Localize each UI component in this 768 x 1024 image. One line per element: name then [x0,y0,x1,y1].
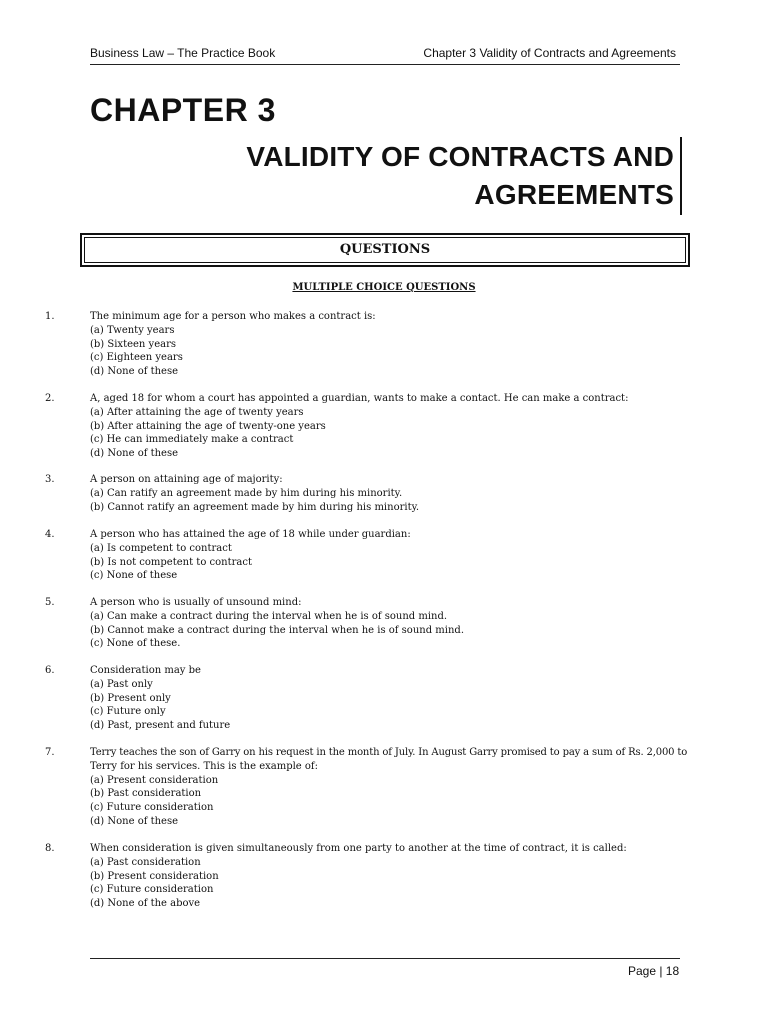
subsection-heading: MULTIPLE CHOICE QUESTIONS [292,282,476,293]
option-c: (c) Future consideration [90,884,214,896]
option-d: (d) None of these [90,448,179,460]
option-c: (c) Future only [90,706,166,718]
option-a: (a) Past only [90,678,153,690]
option-c: (c) He can immediately make a contract [90,434,294,446]
header-chapter-title: Chapter 3 Validity of Contracts and Agreements [423,46,676,60]
option-d: (d) None of the above [90,898,201,910]
question-text: Terry teaches the son of Garry on his request in the month of July. In August Garry promised to pay a sum of Rs. 2,000 to [90,747,688,758]
question-number: 2. [45,393,55,404]
question-text: A person who has attained the age of 18 while under guardian: [90,529,411,540]
question-number: 3. [45,474,55,485]
section-heading: QUESTIONS [84,237,686,263]
option-d: (d) Past, present and future [90,720,231,732]
question-text: A person who is usually of unsound mind: [90,597,302,608]
option-b: (b) Present consideration [90,870,219,882]
option-a: (a) Present consideration [90,774,219,786]
question-number: 6. [45,665,55,676]
option-b: (b) Cannot make a contract during the interval when he is of sound mind. [90,624,464,636]
page-number: Page | 18 [628,964,680,978]
option-b: (b) Sixteen years [90,338,176,350]
option-b: (b) After attaining the age of twenty-one years [90,420,326,432]
option-d: (d) None of these [90,366,179,378]
option-d: (d) None of these [90,815,179,827]
option-a: (a) Is competent to contract [90,542,232,554]
option-a: (a) Can ratify an agreement made by him during his minority. [90,487,403,499]
header-book-title: Business Law – The Practice Book [90,46,276,60]
option-b: (b) Is not competent to contract [90,556,252,568]
option-c: (c) Eighteen years [90,352,183,364]
question-text: Consideration may be [90,665,201,676]
question-number: 7. [45,747,55,758]
footer-divider [90,958,680,959]
chapter-title-line1: VALIDITY OF CONTRACTS AND [246,141,674,172]
question-number: 5. [45,597,55,608]
option-c: (c) None of these [90,570,178,582]
question-text: When consideration is given simultaneously from one party to another at the time of contract, it is called: [90,843,627,854]
question-text: A, aged 18 for whom a court has appointed a guardian, wants to make a contact. He can make a contract: [90,393,629,404]
question-text: A person on attaining age of majority: [90,474,283,485]
option-b: (b) Cannot ratify an agreement made by him during his minority. [90,501,420,513]
question-number: 8. [45,843,55,854]
option-a: (a) After attaining the age of twenty years [90,406,304,418]
option-a: (a) Can make a contract during the interval when he is of sound mind. [90,610,448,622]
running-header [90,44,680,65]
chapter-title-line2: AGREEMENTS [474,179,674,210]
section-heading-box [80,233,690,267]
question-number: 1. [45,311,55,322]
chapter-number: CHAPTER 3 [90,92,276,128]
option-a: (a) Twenty years [90,324,175,336]
option-a: (a) Past consideration [90,856,201,868]
question-text-continued: Terry for his services. This is the example of: [90,760,318,772]
option-c: (c) Future consideration [90,802,214,814]
question-text: The minimum age for a person who makes a contract is: [90,311,376,322]
chapter-title-block [170,137,682,215]
option-b: (b) Past consideration [90,788,202,800]
question-number: 4. [45,529,55,540]
option-b: (b) Present only [90,692,171,704]
option-c: (c) None of these. [90,638,181,650]
